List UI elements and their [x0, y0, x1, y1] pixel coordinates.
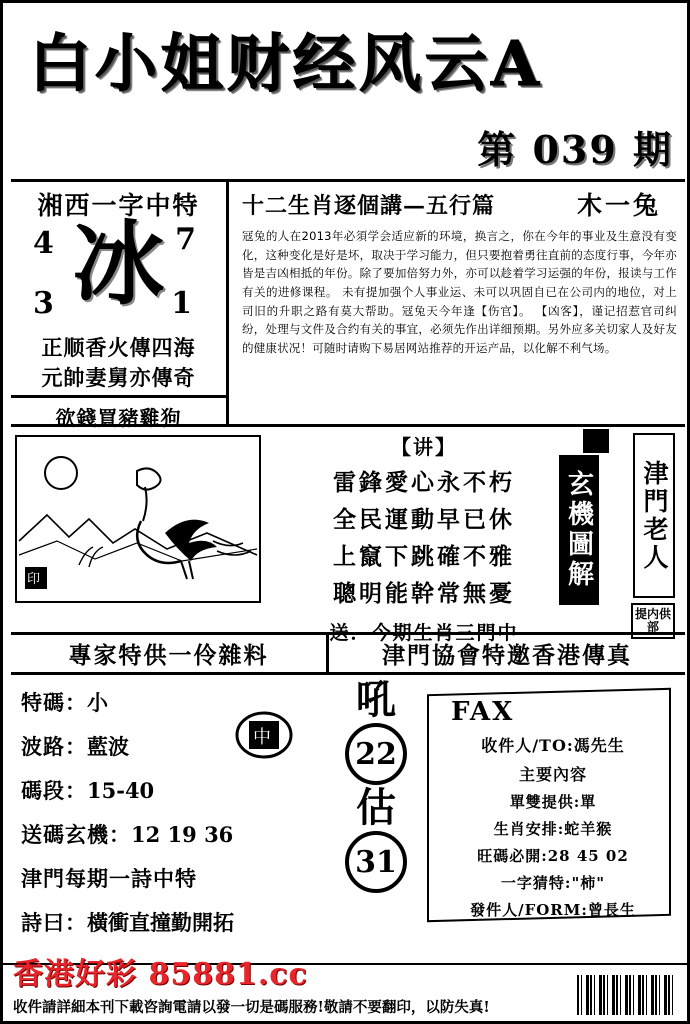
ink-painting-graphic	[17, 437, 259, 601]
article-block	[232, 182, 685, 427]
article-body: 冦兔的人在2013年必須学会适应新的环境，换言之，你在今年的事业及生意没有变化，这种变化是好是坏，取决于学习能力，但只要抱着勇往直前的态度行事，今年亦皆是吉凶相抵的年份。除了要加倍努力外，亦可以趁着学习运强的年份，报读与工作有关的进修课程。 未有提加强个人事业运、未可以巩固自已在公司内的地位，对上司旧的升职之路有莫大帮助。冦兔天今年逢【伤官】。 【凶客】，谨记招惹官司纠纷，处理与文件及合约有关的事宜，必须先作出详细预期。另外应多关切家人及好友的健康状况！可随时请购下易居网站推荐的开运产品，以化解不利气场。	[242, 229, 677, 355]
word-prediction-box	[11, 182, 229, 430]
fax-line-word-guess: 一字猜特:"柿"	[500, 874, 606, 892]
article-header	[242, 186, 677, 222]
fax-title: FAX	[451, 697, 515, 727]
tip-label-special-code: 特碼：	[21, 690, 87, 715]
tip-row-poem-heading	[21, 863, 281, 893]
ink-painting	[15, 435, 261, 603]
vertical-label-diagram: 玄機圖解	[559, 455, 599, 605]
tip-value-poem: 橫衝直撞勤開拓	[87, 910, 234, 935]
fax-recipient: 收件人/TO:馮先生	[481, 736, 625, 755]
fax-line-zodiac: 生肖安排:蛇羊猴	[493, 820, 613, 838]
tip-label-bonus-codes: 送碼玄機：	[21, 822, 131, 847]
word-box-footer: 欲錢買豬雞狗	[11, 395, 226, 431]
poem-block	[269, 431, 579, 645]
shout-number-2: 31	[345, 831, 407, 893]
tip-label-wave: 波路：	[21, 734, 87, 759]
poem-line-1: 雷鋒愛心永不朽	[333, 469, 515, 496]
shout-number-1: 22	[345, 723, 407, 785]
svg-text:中: 中	[253, 727, 271, 748]
page-footer	[3, 957, 687, 1021]
word-box-line-1: 正顺香火傳四海	[41, 335, 196, 360]
article-zodiac-tag: 木一兔	[576, 191, 661, 220]
site-brand: 香港好彩 85881.cc	[13, 957, 308, 992]
issue-number: 第 039 期	[477, 127, 673, 172]
tip-value-special-code: 小	[87, 690, 108, 715]
section-tips	[11, 675, 685, 973]
tip-value-wave: 藍波	[87, 734, 129, 759]
poem-line-2: 全民運動早已休	[333, 506, 515, 533]
tip-label-range: 碼段：	[21, 778, 87, 803]
section-word-and-article	[11, 179, 685, 430]
tip-row-poem	[21, 907, 281, 937]
tip-value-bonus-codes: 12 19 36	[131, 822, 234, 847]
poem-footer: 送．今期生肖三門中	[329, 622, 519, 644]
fax-line-odd-even: 單雙提供:單	[509, 793, 597, 811]
barcode-icon	[577, 975, 677, 1015]
fax-line-hot-codes: 旺碼必開:28 45 02	[477, 847, 629, 865]
tip-label-poem-heading: 津門每期一詩中特	[21, 866, 197, 891]
fax-content	[435, 697, 671, 920]
vertical-note-internal: 提内供部	[631, 603, 675, 639]
word-box-number-top-right: 7	[175, 222, 196, 257]
word-box-character: 冰	[72, 210, 165, 318]
fax-note	[427, 681, 677, 931]
fax-subject: 主要內容	[518, 765, 587, 784]
poem-line-3: 上竄下跳確不雅	[333, 543, 515, 570]
masthead	[11, 15, 685, 175]
page-title: 白小姐财经风云A	[29, 27, 544, 100]
word-box-number-bottom-left: 3	[33, 286, 54, 321]
tip-row-bonus-codes	[21, 819, 281, 849]
footer-disclaimer: 收件請詳細本刊下載咨詢電請以發一切是碼服務!敬請不要翻印，以防失真!	[13, 999, 490, 1016]
vertical-label-old-man: 津門老人	[633, 433, 675, 598]
section-picture-and-poem	[11, 427, 685, 675]
shout-char-1: 吼	[356, 676, 396, 723]
seal-icon	[583, 429, 609, 453]
round-seal-icon	[235, 711, 293, 759]
shout-block	[333, 676, 419, 895]
poem-line-4: 聰明能幹常無憂	[333, 580, 515, 607]
tip-label-poem: 詩曰：	[21, 910, 87, 935]
tip-value-range: 15-40	[87, 778, 155, 803]
fax-sender: 發件人/FORM:曾長生	[470, 901, 636, 919]
banner-right-text: 津門協會特邀香港傳真	[382, 642, 632, 669]
word-box-title: 湘西一字中特	[37, 191, 200, 220]
svg-text:印: 印	[27, 572, 41, 587]
banner-left-text: 專家特供一伶雜料	[11, 635, 329, 672]
word-box-number-top-left: 4	[33, 226, 54, 261]
word-box-line-2: 元帥妻舅亦傳奇	[41, 365, 196, 390]
tip-row-range	[21, 775, 281, 805]
article-title: 十二生肖逐個講—五行篇	[242, 192, 496, 219]
poem-heading: 【讲】	[391, 435, 457, 459]
word-box-number-bottom-right: 1	[171, 286, 192, 321]
section-banner	[11, 632, 685, 672]
shout-char-2: 估	[356, 784, 396, 831]
